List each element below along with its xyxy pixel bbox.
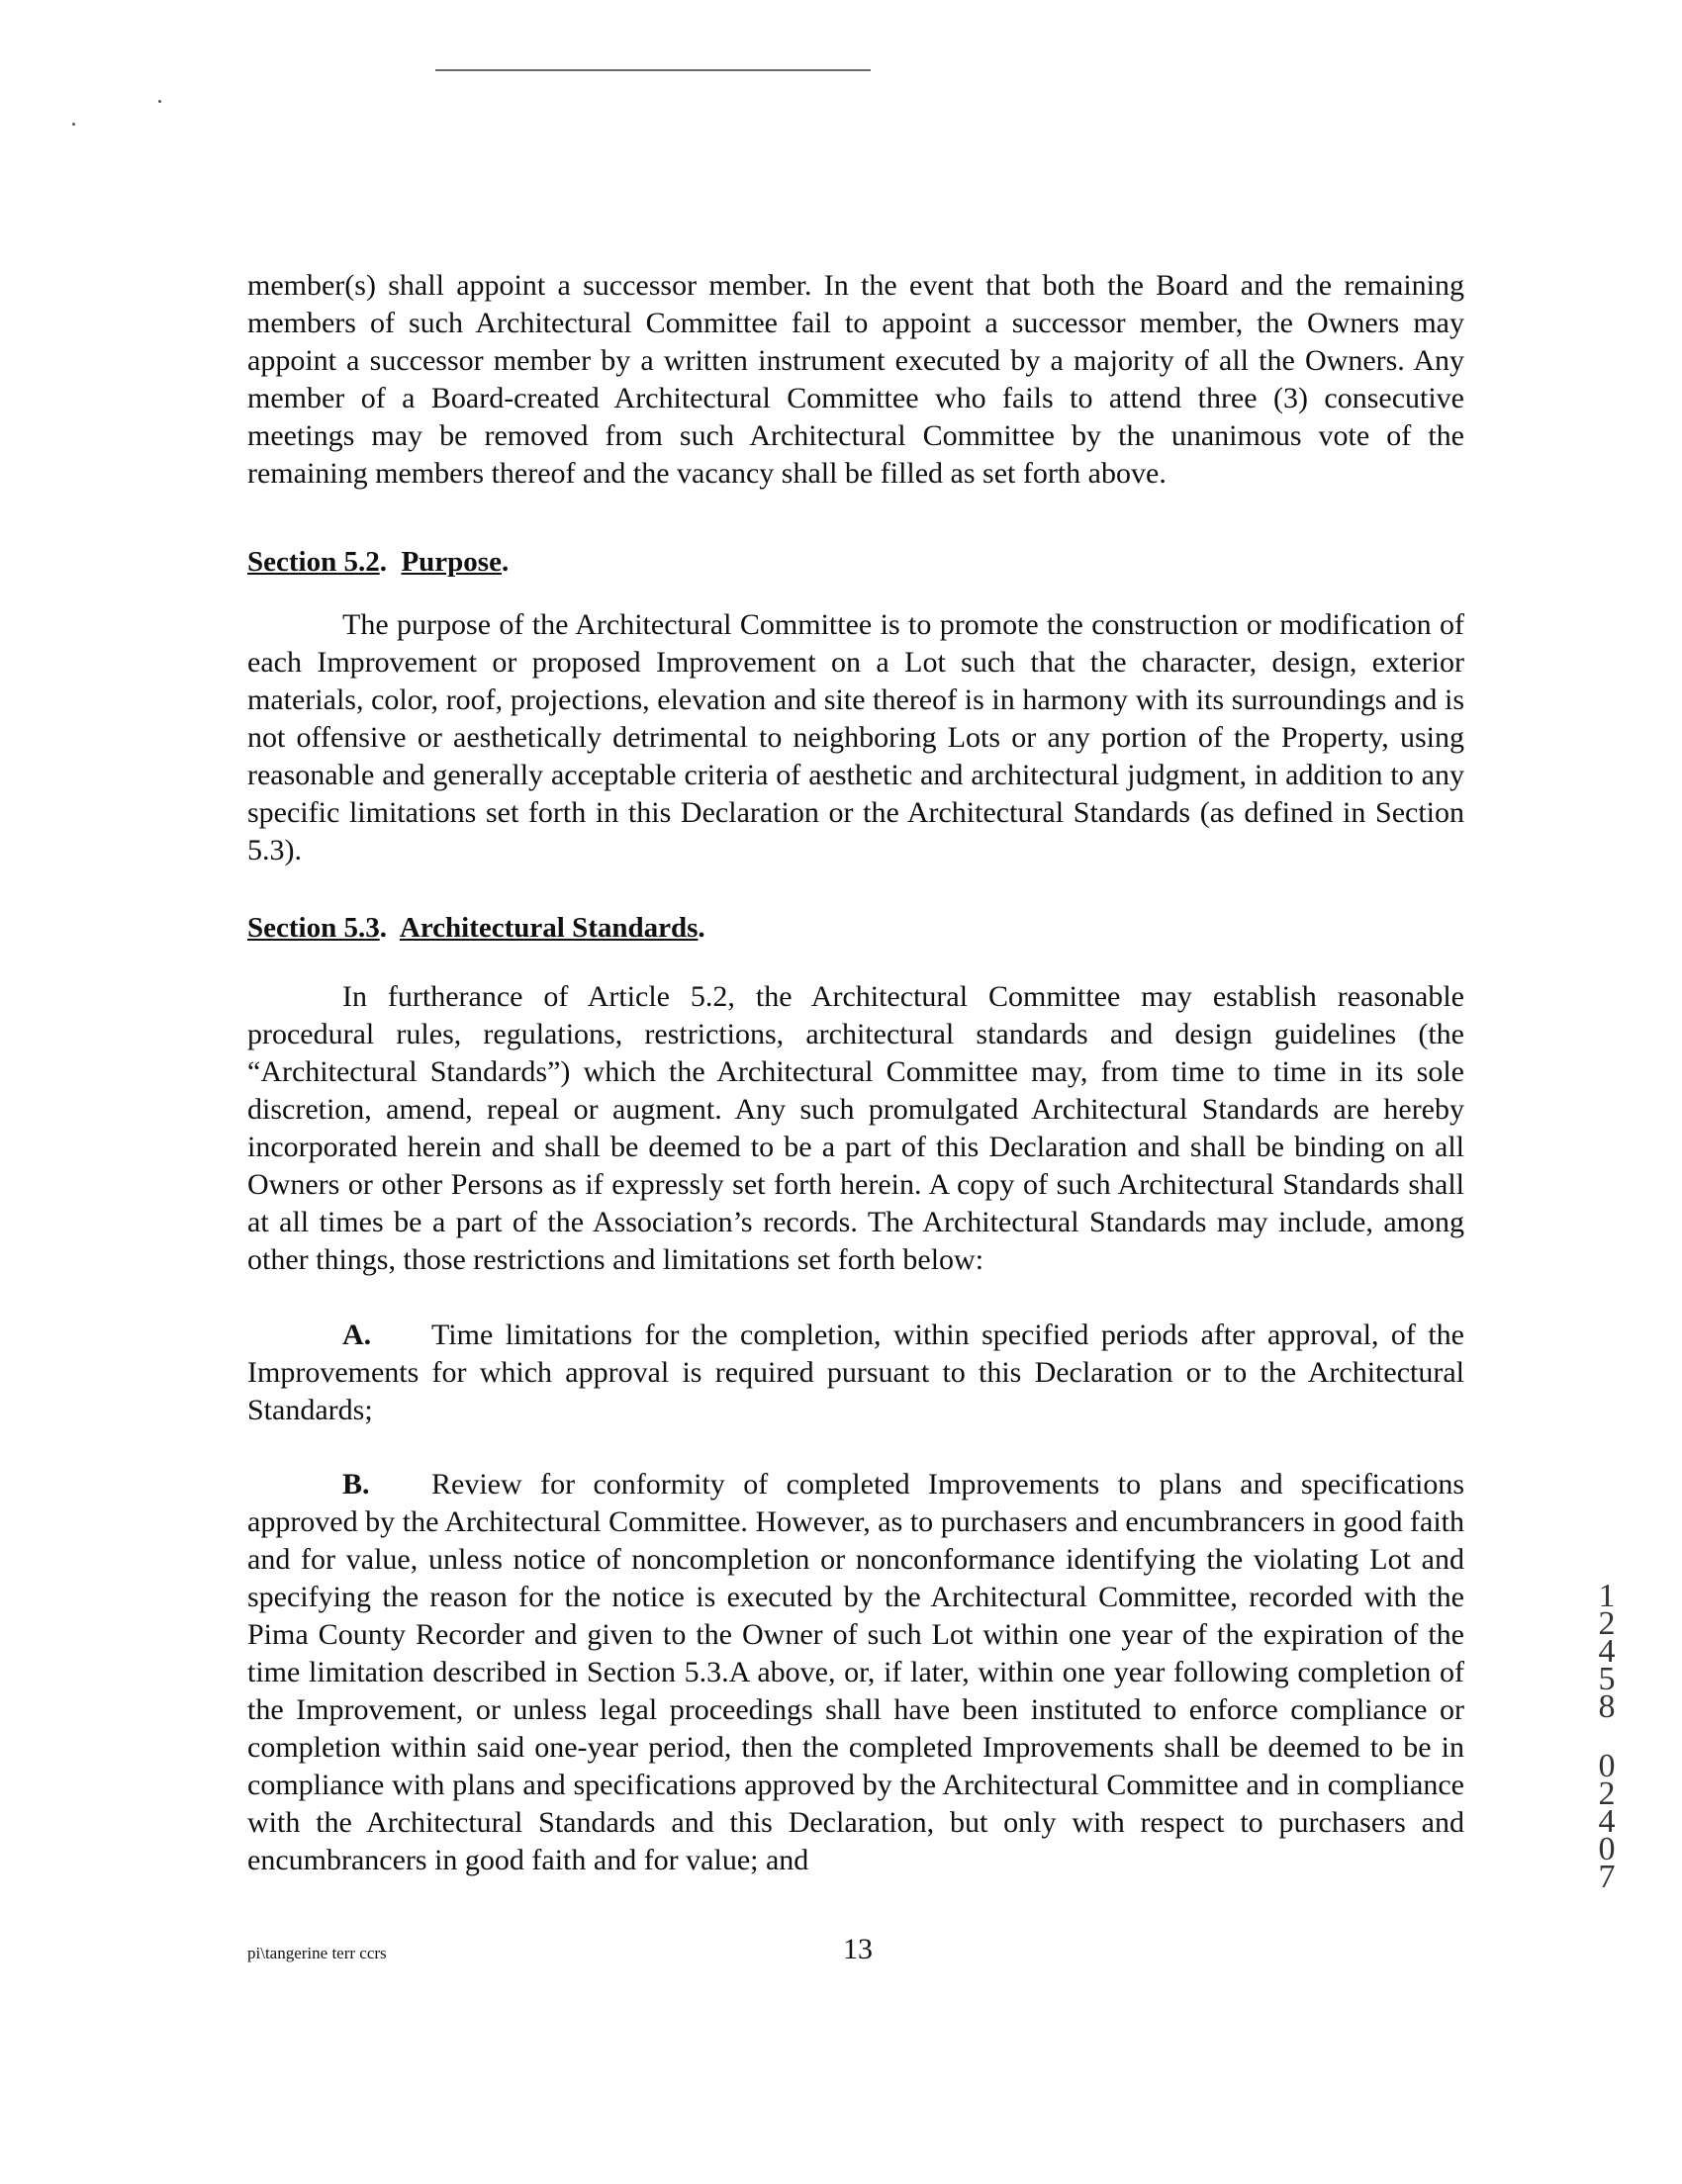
section-5-2-heading: Section 5.2. Purpose. — [247, 546, 510, 578]
section-5-3-number: Section 5.3 — [247, 912, 380, 944]
recording-digit: 1 — [1598, 1578, 1616, 1614]
paragraph-successor-member: member(s) shall appoint a successor member. In the event that both the Board and the remaining members of such Architectural Committee fail to appoint a successor member, the Owners may appoint a successor member by a written instrument executed by a majority of all the Owners. Any member of a Board-created Architectural Committee who fails to attend three (3) consecutive meetings may be removed from such Architectural Committee by the unanimous vote of the remaining members thereof and the vacancy shall be filled as set forth above. — [247, 269, 1464, 490]
recording-digit: 4 — [1598, 1633, 1616, 1670]
list-item-b — [247, 1466, 1464, 1879]
scan-speck — [72, 123, 75, 126]
scan-speck — [158, 100, 161, 103]
list-item-a — [247, 1317, 1464, 1429]
recording-digit: 8 — [1598, 1688, 1616, 1725]
list-item-b-text: Review for conformity of completed Improvements to plans and specifications approved by the Architectural Committee. However, as to purchasers and encumbrancers in good faith and for value, unless notice of noncompletion or nonconformance identifying the violating Lot and specifying the reason for the notice is executed by the Architectural Committee, recorded with the Pima County Recorder and given to the Owner of such Lot within one year of the expiration of the time limitation described in Section 5.3.A above, or, if later, within one year following completion of the Improvement, or unless legal proceedings shall have been instituted to enforce compliance or completion within said one-year period, then the completed Improvements shall be deemed to be in compliance with plans and specifications approved by the Architectural Committee and in compliance with the Architectural Standards and this Declaration, but only with respect to purchasers and encumbrancers in good faith and for value; and — [247, 1468, 1464, 1876]
list-item-a-letter: A. — [342, 1319, 372, 1351]
paragraph-architectural-standards: In furtherance of Article 5.2, the Architectural Committee may establish reasonable procedural rules, regulations, restrictions, architectural standards and design guidelines (the “Architectural Standards”) which the Architectural Committee may, from time to time in its sole discretion, amend, repeal or augment. Any such promulgated Architectural Standards are hereby incorporated herein and shall be deemed to be a part of this Declaration and shall be binding on all Owners or other Persons as if expressly set forth herein. A copy of such Architectural Standards shall at all times be a part of the Association’s records. The Architectural Standards may include, among other things, those restrictions and limitations set forth below: — [247, 980, 1464, 1276]
recording-digit: 5 — [1598, 1661, 1616, 1697]
recording-digit: 0 — [1598, 1748, 1616, 1784]
section-5-3-heading: Section 5.3. Architectural Standards. — [247, 912, 705, 944]
recording-digit: 2 — [1598, 1775, 1616, 1812]
list-item-a-text: Time limitations for the completion, within specified periods after approval, of the Improvements for which approval is required pursuant to this Declaration or to the Architectural Standards; — [247, 1319, 1464, 1426]
recording-digit: 0 — [1598, 1831, 1616, 1867]
recording-digit: 7 — [1598, 1859, 1616, 1895]
page-number: 13 — [843, 1933, 873, 1965]
section-5-2-title: Purpose — [401, 546, 502, 578]
recording-digit: 2 — [1598, 1605, 1616, 1642]
list-item-b-letter: B. — [342, 1468, 370, 1501]
section-5-2-number: Section 5.2 — [247, 546, 380, 578]
footer-file-reference: pi\tangerine terr ccrs — [247, 1944, 387, 1962]
recording-number — [1587, 1578, 1627, 1895]
scan-top-rule — [435, 69, 871, 71]
recording-digit: 4 — [1598, 1803, 1616, 1840]
paragraph-purpose: The purpose of the Architectural Committee is to promote the construction or modification of each Improvement or proposed Improvement on a Lot such that the character, design, exterior materials, color, roof, projections, elevation and site thereof is in harmony with its surroundings and is not offensive or aesthetically detrimental to neighboring Lots or any portion of the Property, using reasonable and generally acceptable criteria of aesthetic and architectural judgment, in addition to any specific limitations set forth in this Declaration or the Architectural Standards (as defined in Section 5.3). — [247, 608, 1464, 866]
section-5-3-title: Architectural Standards — [399, 912, 699, 944]
